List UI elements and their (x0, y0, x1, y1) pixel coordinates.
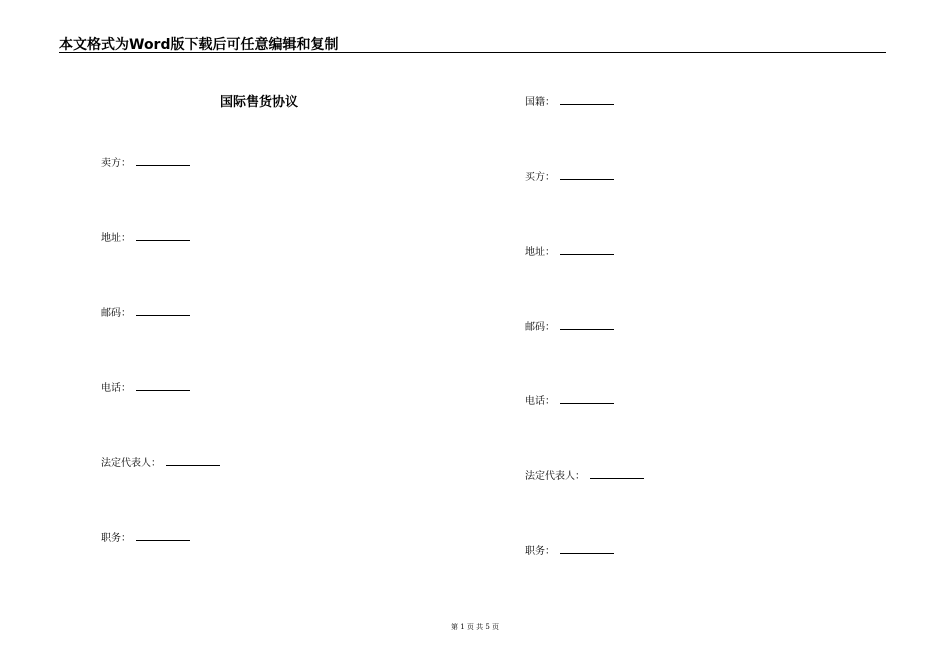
buyer-address-label: 地址： (525, 247, 555, 258)
buyer-phone-blank (560, 393, 614, 404)
buyer-postcode-label: 邮码： (525, 322, 555, 333)
buyer-field (525, 169, 614, 184)
seller-postcode-field (101, 305, 190, 320)
seller-nationality-label: 国籍： (525, 97, 555, 108)
seller-field (101, 155, 190, 170)
seller-blank (136, 155, 190, 166)
seller-address-label: 地址： (101, 233, 131, 244)
buyer-legal-rep-label: 法定代表人： (525, 471, 585, 482)
buyer-label: 买方： (525, 172, 555, 183)
seller-nationality-blank (560, 94, 614, 105)
seller-position-field (101, 530, 190, 545)
seller-address-field (101, 230, 190, 245)
buyer-postcode-blank (560, 319, 614, 330)
seller-phone-label: 电话： (101, 383, 131, 394)
seller-postcode-blank (136, 305, 190, 316)
buyer-position-label: 职务： (525, 546, 555, 557)
buyer-address-blank (560, 244, 614, 255)
buyer-legal-rep-field (525, 468, 644, 483)
seller-label: 卖方： (101, 158, 131, 169)
page-title: 国际售货协议 (220, 95, 299, 110)
seller-phone-blank (136, 380, 190, 391)
seller-position-blank (136, 530, 190, 541)
buyer-phone-field (525, 393, 614, 408)
seller-position-label: 职务： (101, 533, 131, 544)
seller-address-blank (136, 230, 190, 241)
buyer-blank (560, 169, 614, 180)
seller-phone-field (101, 380, 190, 395)
seller-legal-rep-blank (166, 455, 220, 466)
buyer-postcode-field (525, 319, 614, 334)
seller-postcode-label: 邮码： (101, 308, 131, 319)
page-number: 第 1 页 共 5 页 (450, 623, 500, 631)
seller-legal-rep-field (101, 455, 220, 470)
seller-legal-rep-label: 法定代表人： (101, 458, 161, 469)
buyer-legal-rep-blank (590, 468, 644, 479)
buyer-address-field (525, 244, 614, 259)
seller-nationality-field (525, 94, 614, 109)
buyer-position-field (525, 543, 614, 558)
buyer-phone-label: 电话： (525, 396, 555, 407)
document-header: 本文格式为Word版下载后可任意编辑和复制 (59, 37, 339, 53)
buyer-position-blank (560, 543, 614, 554)
header-divider (59, 52, 886, 53)
